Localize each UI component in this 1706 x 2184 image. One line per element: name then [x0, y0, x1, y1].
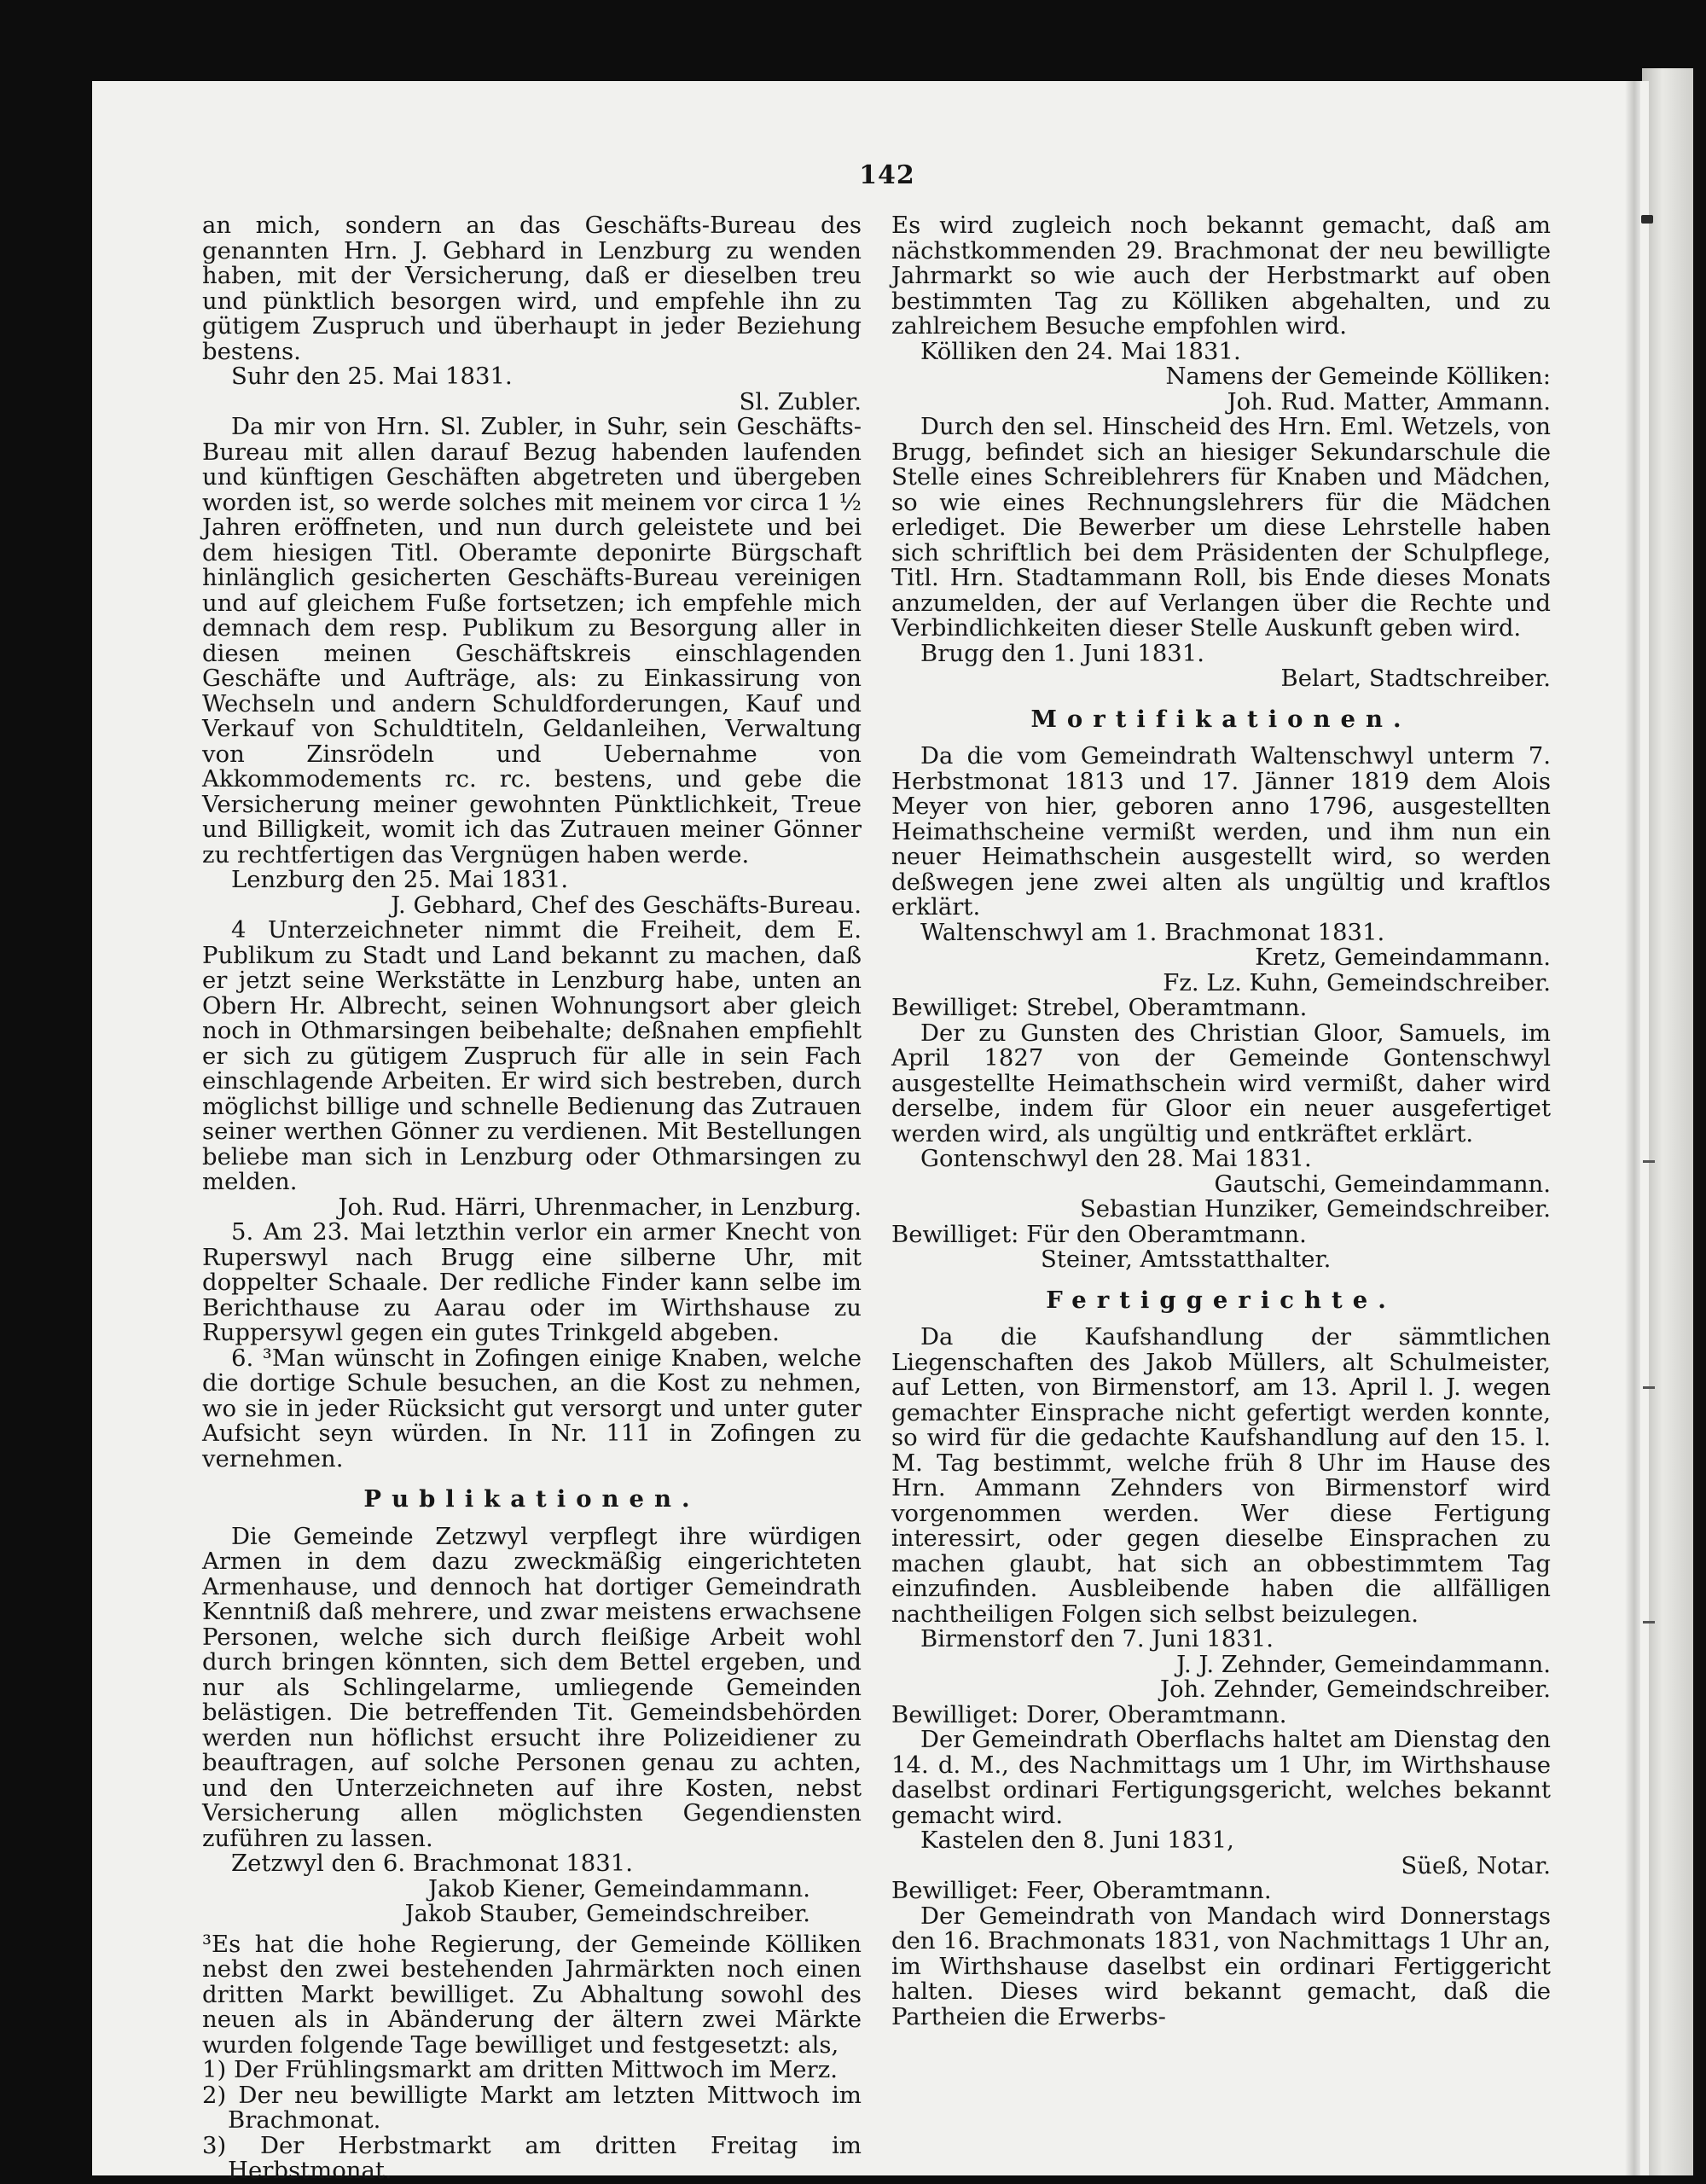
list-item: 3) Der Herbstmarkt am dritten Freitag im Herbstmonat. [202, 2131, 862, 2184]
approval-line: Steiner, Amtsstatthalter. [1041, 1246, 1332, 1273]
signature: Jakob Kiener, Gemeindammann. [427, 1874, 810, 1902]
signature: Fz. Lz. Kuhn, Gemeindschreiber. [1163, 968, 1551, 996]
signature: Joh. Zehnder, Gemeindschreiber. [1160, 1676, 1551, 1703]
dateline: Kastelen den 8. Juni 1831, [920, 1827, 1234, 1854]
list-item: 2) Der neu bewilligte Markt am letzten Mittwoch im Brachmonat. [202, 2081, 862, 2134]
section-heading-mortifikationen: Mortifikationen. [1030, 705, 1412, 733]
dateline: Birmenstorf den 7. Juni 1831. [920, 1625, 1274, 1653]
next-page-edge [1642, 68, 1693, 2175]
approval-line: Bewilliget: Für den Oberamtmann. [891, 1220, 1307, 1248]
notice-paragraph: 4 Unterzeichneter nimmt die Freiheit, dem E. Publikum zu Stadt und Land bekannt zu machen, daß er jetzt seine Werkstätte in Lenzburg habe, unten an Obern Hr. Albrecht, seinen Wohnungsort aber gleich noch in Othmarsingen beibehalte; deßnahen empfiehlt er sich zu gütigem Zuspruch für alle in sein Fach einschlagende Arbeiten. Er wird sich bestreben, durch möglichst billige und schnelle Bedienung das Zutrauen seiner werthen Gönner zu verdienen. Mit Bestellungen beliebe man sich in Lenzburg oder Othmarsingen zu melden. [202, 916, 862, 1195]
notice-paragraph: 6. ³Man wünscht in Zofingen einige Knaben, welche die dortige Schule besuchen, an die Kost zu nehmen, wo sie in jeder Rücksicht gut versorgt und unter guter Aufsicht seyn würden. In Nr. 111 in Zofingen zu vernehmen. [202, 1344, 862, 1472]
signature: Sl. Zubler. [739, 387, 862, 415]
signature: Belart, Stadtschreiber. [1280, 665, 1551, 692]
notice-paragraph: Der zu Gunsten des Christian Gloor, Samuels, im April 1827 von der Gemeinde Gontenschwyl ausgestellte Heimathschein wird vermißt, daher wird derselbe, indem für Gloor ein neuer ausgefertiget werden wird, als ungültig und entkräftet erklärt. [891, 1019, 1551, 1147]
binding-mark [1643, 1386, 1655, 1389]
dateline: Suhr den 25. Mai 1831. [231, 363, 513, 390]
right-column [891, 213, 1551, 2030]
page-number: 142 [859, 160, 915, 190]
signature: Gautschi, Gemeindammann. [1214, 1170, 1551, 1198]
page-fold-shadow [1625, 81, 1640, 2175]
approval-line: Bewilliget: Feer, Oberamtmann. [891, 1877, 1272, 1904]
notice-paragraph: Da die Kaufshandlung der sämmtlichen Liegenschaften des Jakob Müllers, alt Schulmeister, auf Letten, von Birmenstorf, am 13. April l. J. wegen gemachter Einsprache nicht gefertigt werden konnte, so wird für die gedachte Kaufshandlung auf den 15. l. M. Tag bestimmt, welche früh 8 Uhr im Hause des Hrn. Ammann Zehnders von Birmenstorf wird vorgenommen werden. Wer diese Fertigung interessirt, oder gegen dieselbe Einsprachen zu machen glaubt, hat sich an obbestimmtem Tag einzufinden. Ausbleibende haben die allfälligen nachtheiligen Folgen sich selbst beizulegen. [891, 1323, 1551, 1628]
section-heading-fertiggerichte: Fertiggerichte. [1046, 1286, 1396, 1314]
dateline: Kölliken den 24. Mai 1831. [920, 337, 1241, 365]
signature: Joh. Rud. Härri, Uhrenmacher, in Lenzburg. [338, 1193, 862, 1221]
notice-paragraph: an mich, sondern an das Geschäfts-Bureau des genannten Hrn. J. Gebhard in Lenzburg zu wenden haben, mit der Versicherung, daß er dieselben treu und pünktlich besorgen wird, und empfehle ihn zu gütigem Zuspruch und überhaupt in jeder Beziehung bestens. [202, 212, 862, 365]
notice-paragraph: Da mir von Hrn. Sl. Zubler, in Suhr, sein Geschäfts-Bureau mit allen darauf Bezug habenden laufenden und künftigen Geschäften abgetreten und übergeben worden ist, so werde solches mit meinem vor circa 1 ½ Jahren eröffneten, und nun durch geleistete und bei dem hiesigen Titl. Oberamte deponirte Bürgschaft hinlänglich gesicherten Geschäfts-Bureau vereinigen und auf gleichem Fuße fortsetzen; ich empfehle mich demnach dem resp. Publikum zu Besorgung aller in diesen meinen Geschäftskreis einschlagenden Geschäfte und Aufträge, als: zu Einkassirung von Wechseln und andern Schuldforderungen, Kauf und Verkauf von Schuldtiteln, Geldanleihen, Verwaltung von Zinsrödeln und Uebernahme von Akkommodements rc. rc. bestens, und gebe die Versicherung meiner gewohnten Pünktlichkeit, Treue und Billigkeit, womit ich das Zutrauen meiner Gönner zu rechtfertigen das Vergnügen haben werde. [202, 413, 862, 868]
notice-paragraph: Der Gemeindrath Oberflachs haltet am Dienstag den 14. d. M., des Nachmittags um 1 Uhr, im Wirthshause daselbst ordinari Fertigungsgericht, welches bekannt gemacht wird. [891, 1726, 1551, 1829]
dateline: Waltenschwyl am 1. Brachmonat 1831. [920, 918, 1385, 946]
list-item: 1) Der Frühlingsmarkt am dritten Mittwoch im Merz. [202, 2056, 838, 2083]
signature: Joh. Rud. Matter, Ammann. [1227, 387, 1551, 415]
binding-mark [1643, 1621, 1655, 1623]
notice-paragraph: Der Gemeindrath von Mandach wird Donnerstags den 16. Brachmonats 1831, von Nachmittags 1 Uhr an, im Wirthshause daselbst ein ordinari Fertiggericht halten. Dieses wird bekannt gemacht, daß die Partheien die Erwerbs- [891, 1902, 1551, 2030]
notice-paragraph: Die Gemeinde Zetzwyl verpflegt ihre würdigen Armen in dem dazu zweckmäßig eingerichteten Armenhause, und dennoch hat dortiger Gemeindrath Kenntniß daß mehrere, und zwar meistens erwachsene Personen, welche sich durch fleißige Arbeit wohl durch bringen könnten, sich dem Bettel ergeben, und nur als Schlingelarme, umliegende Gemeinden belästigen. Die betreffenden Tit. Gemeindsbehörden werden nun höflichst ersucht ihre Polizeidiener zu beauftragen, auf solche Personen genau zu achten, und den Unterzeichneten auf ihre Kosten, nebst Versicherung allen möglichsten Gegendiensten zuführen zu lassen. [202, 1522, 862, 1852]
dateline: Brugg den 1. Juni 1831. [920, 639, 1205, 667]
notice-paragraph: Da die vom Gemeindrath Waltenschwyl unterm 7. Herbstmonat 1813 und 17. Jänner 1819 dem Alois Meyer von hier, geboren anno 1796, ausgestellten Heimathscheine vermißt werden, und ihm nun ein neuer Heimathschein ausgestellt wird, so werden deßwegen jene zwei alten als ungültig und kraftlos erklärt. [891, 742, 1551, 921]
signature: Jakob Stauber, Gemeindschreiber. [404, 1900, 810, 1927]
signature: Sebastian Hunziker, Gemeindschreiber. [1079, 1195, 1551, 1223]
left-column [202, 213, 862, 2184]
notice-paragraph: Es wird zugleich noch bekannt gemacht, daß am nächstkommenden 29. Brachmonat der neu bewilligte Jahrmarkt so wie auch der Herbstmarkt auf oben bestimmten Tag zu Kölliken abgehalten, und zu zahlreichem Besuche empfohlen wird. [891, 212, 1551, 340]
dateline: Zetzwyl den 6. Brachmonat 1831. [231, 1850, 633, 1877]
approval-line: Bewilliget: Strebel, Oberamtmann. [891, 994, 1308, 1021]
dateline: Lenzburg den 25. Mai 1831. [231, 866, 569, 893]
signature: Süeß, Notar. [1401, 1851, 1551, 1879]
notice-paragraph: ³Es hat die hohe Regierung, der Gemeinde Kölliken nebst den zwei bestehenden Jahrmärkten noch einen dritten Markt bewilliget. Zu Abhaltung sowohl des neuen als in Abänderung der ältern zwei Märkte wurden folgende Tage bewilliget und festgesetzt: als, [202, 1930, 862, 2059]
binding-mark [1643, 1160, 1655, 1163]
dateline: Gontenschwyl den 28. Mai 1831. [920, 1145, 1312, 1172]
section-heading-publikationen: Publikationen. [363, 1485, 700, 1513]
signature: Kretz, Gemeindammann. [1255, 944, 1551, 971]
notice-paragraph: Durch den sel. Hinscheid des Hrn. Eml. Wetzels, von Brugg, befindet sich an hiesiger Sekundarschule die Stelle eines Schreiblehrers für Knaben und Mädchen, so wie eines Rechnungslehrers für die Mädchen erlediget. Die Bewerber um diese Lehrstelle haben sich schriftlich bei dem Präsidenten der Schulpflege, Titl. Hrn. Stadtammann Roll, bis Ende dieses Monats anzumelden, der auf Verlangen über die Rechte und Verbindlichkeiten dieser Stelle Auskunft geben wird. [891, 413, 1551, 642]
notice-paragraph: 5. Am 23. Mai letzthin verlor ein armer Knecht von Ruperswyl nach Brugg eine silberne Uhr, mit doppelter Schaale. Der redliche Finder kann selbe im Berichthause zu Aarau oder im Wirthshause zu Ruppersywl gegen ein gutes Trinkgeld abgeben. [202, 1218, 862, 1346]
approval-line: Bewilliget: Dorer, Oberamtmann. [891, 1700, 1287, 1728]
signature: J. J. Zehnder, Gemeindammann. [1176, 1650, 1551, 1678]
signature: Namens der Gemeinde Kölliken: [1165, 363, 1551, 390]
signature: J. Gebhard, Chef des Geschäfts-Bureau. [391, 891, 862, 919]
binding-mark [1641, 215, 1653, 224]
